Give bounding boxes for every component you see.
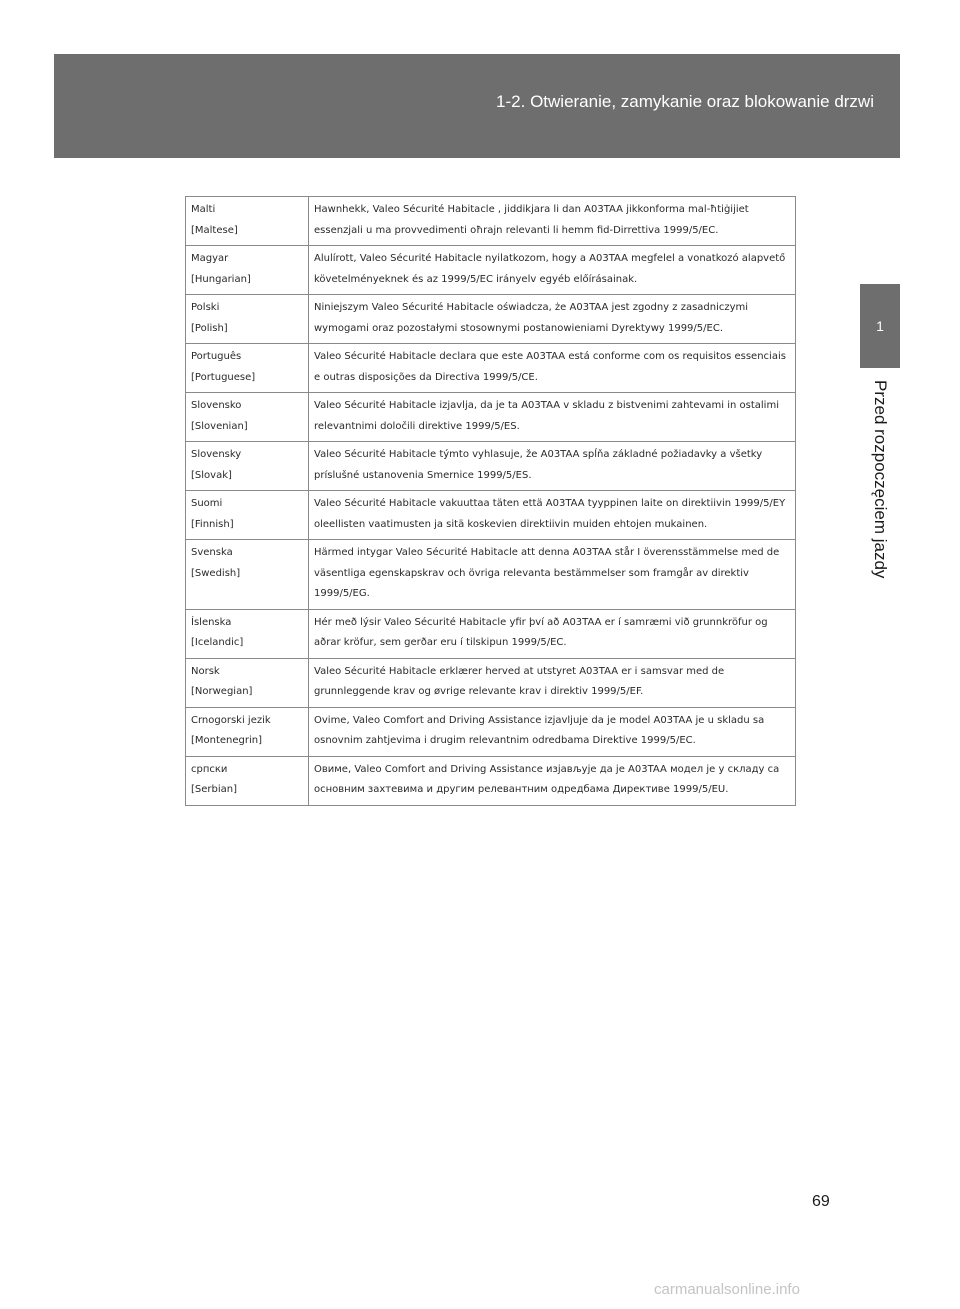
language-english-name: [Maltese] (191, 224, 238, 236)
chapter-number: 1 (876, 318, 884, 334)
language-english-name: [Finnish] (191, 518, 234, 530)
language-english-name: [Slovenian] (191, 420, 248, 432)
declaration-text: Hawnhekk, Valeo Sécurité Habitacle , jiddikjara li dan A03TAA jikkonforma mal-ħtiġijiet essenzjali u ma provvedimenti oħrajn relevanti li hemm fid-Dirrettiva 1999/5/EC. (309, 197, 796, 246)
language-native-name: Slovensky (191, 449, 242, 460)
language-cell (186, 756, 309, 805)
language-cell (186, 707, 309, 756)
side-section-label-text: Przed rozpoczęciem jazdy (871, 380, 890, 579)
table-row (186, 344, 796, 393)
page-number: 69 (812, 1193, 830, 1210)
language-english-name: [Polish] (191, 322, 228, 334)
declaration-text: Hér með lýsir Valeo Sécurité Habitacle yfir því að A03TAA er í samræmi við grunnkröfur og aðrar kröfur, sem gerðar eru í tilskipun 1999/5/EC. (309, 609, 796, 658)
table-row (186, 393, 796, 442)
language-cell (186, 197, 309, 246)
table-row (186, 491, 796, 540)
declaration-text: Valeo Sécurité Habitacle týmto vyhlasuje, že A03TAA spĺňa základné požiadavky a všetky príslušné ustanovenia Smernice 1999/5/ES. (309, 442, 796, 491)
declarations-table (185, 196, 796, 806)
language-english-name: [Slovak] (191, 469, 232, 481)
language-native-name: Polski (191, 302, 220, 313)
declaration-text: Valeo Sécurité Habitacle erklærer herved at utstyret A03TAA er i samsvar med de grunnleggende krav og øvrige relevante krav i direktiv 1999/5/EF. (309, 658, 796, 707)
language-english-name: [Hungarian] (191, 273, 251, 285)
table-row (186, 609, 796, 658)
table-row (186, 295, 796, 344)
table-row (186, 707, 796, 756)
declaration-text: Ovime, Valeo Comfort and Driving Assistance izjavljuje da je model A03TAA je u skladu sa osnovnim zahtjevima i drugim relevantnim odredbama Direktive 1999/5/EC. (309, 707, 796, 756)
table-row (186, 246, 796, 295)
language-cell (186, 344, 309, 393)
language-english-name: [Portuguese] (191, 371, 256, 383)
language-native-name: српски (191, 763, 228, 775)
chapter-number-tab (860, 284, 900, 368)
language-cell (186, 540, 309, 610)
language-cell (186, 609, 309, 658)
language-cell (186, 491, 309, 540)
language-native-name: Malti (191, 204, 216, 215)
language-native-name: Magyar (191, 253, 229, 264)
chapter-title: 1-2. Otwieranie, zamykanie oraz blokowanie drzwi (496, 92, 874, 111)
declaration-text: Овиме, Valeo Comfort and Driving Assistance изјављује да је A03TAA модел је у складу са основним захтевима и другим релевантним одредбама Директиве 1999/5/EU. (309, 756, 796, 805)
language-native-name: Svenska (191, 547, 233, 558)
declaration-text: Valeo Sécurité Habitacle izjavlja, da je ta A03TAA v skladu z bistvenimi zahtevami in ostalimi relevantnimi določili direktive 1999/5/ES. (309, 393, 796, 442)
language-cell (186, 393, 309, 442)
table-row (186, 540, 796, 610)
table-row (186, 658, 796, 707)
language-native-name: Slovensko (191, 400, 242, 411)
declaration-text: Valeo Sécurité Habitacle declara que este A03TAA está conforme com os requisitos essenciais e outras disposições da Directiva 1999/5/CE. (309, 344, 796, 393)
language-cell (186, 442, 309, 491)
table-row (186, 197, 796, 246)
language-english-name: [Serbian] (191, 784, 238, 795)
language-native-name: Suomi (191, 498, 223, 509)
declaration-text: Niniejszym Valeo Sécurité Habitacle oświadcza, że A03TAA jest zgodny z zasadniczymi wymogami oraz pozostałymi stosownymi postanowieniami Dyrektywy 1999/5/EC. (309, 295, 796, 344)
language-native-name: Íslenska (191, 616, 232, 628)
table-row (186, 756, 796, 805)
language-english-name: [Norwegian] (191, 686, 253, 697)
language-cell (186, 246, 309, 295)
chapter-header-band (54, 54, 900, 158)
language-cell (186, 658, 309, 707)
declaration-text: Härmed intygar Valeo Sécurité Habitacle att denna A03TAA står I överensstämmelse med de väsentliga egenskapskrav och övriga relevanta bestämmelser som framgår av direktiv 1999/5/EG. (309, 540, 796, 610)
language-native-name: Crnogorski jezik (191, 714, 271, 726)
language-native-name: Português (191, 351, 242, 362)
language-english-name: [Montenegrin] (191, 735, 263, 746)
language-english-name: [Icelandic] (191, 637, 244, 648)
watermark-text: carmanualsonline.info (654, 1281, 800, 1298)
language-cell (186, 295, 309, 344)
declaration-text: Valeo Sécurité Habitacle vakuuttaa täten että A03TAA tyyppinen laite on direktiivin 1999/5/EY oleellisten vaatimusten ja sitä koskevien direktiivin muiden ehtojen mukainen. (309, 491, 796, 540)
declaration-text: Alulírott, Valeo Sécurité Habitacle nyilatkozom, hogy a A03TAA megfelel a vonatkozó alapvető követelményeknek és az 1999/5/EC irányelv egyéb előírásainak. (309, 246, 796, 295)
language-native-name: Norsk (191, 665, 220, 677)
table-row (186, 442, 796, 491)
language-english-name: [Swedish] (191, 567, 241, 579)
